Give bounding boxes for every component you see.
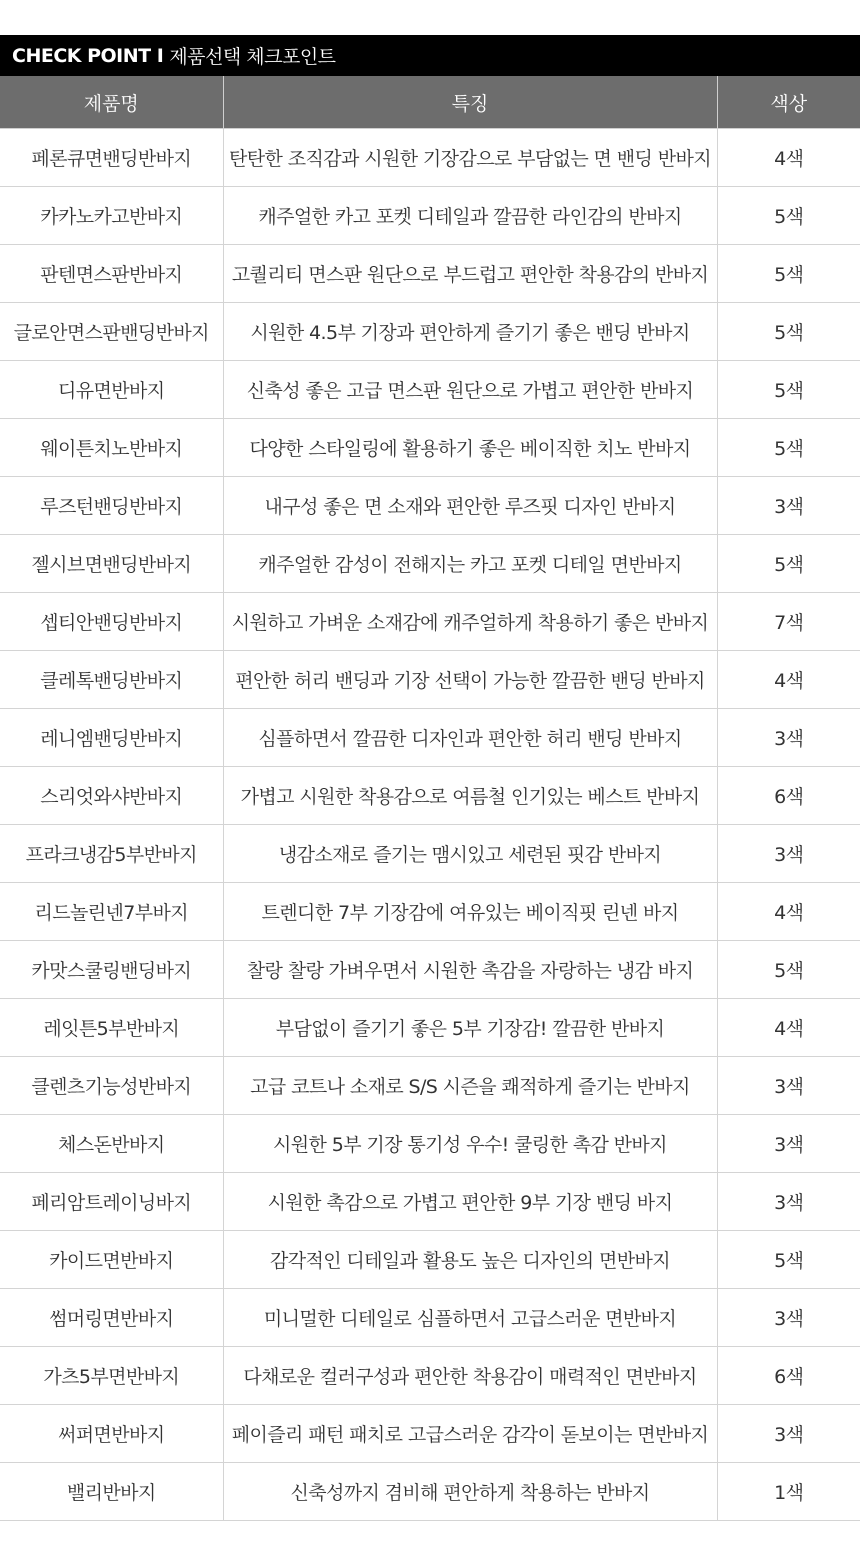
product-name-cell: 글로안면스판밴딩반바지 — [0, 303, 223, 361]
product-feature-cell: 다채로운 컬러구성과 편안한 착용감이 매력적인 면반바지 — [223, 1347, 717, 1405]
product-feature-cell: 내구성 좋은 면 소재와 편안한 루즈핏 디자인 반바지 — [223, 477, 717, 535]
product-colors-cell: 5색 — [717, 419, 860, 477]
product-feature-cell: 신축성 좋은 고급 면스판 원단으로 가볍고 편안한 반바지 — [223, 361, 717, 419]
product-colors-cell: 5색 — [717, 303, 860, 361]
product-feature-cell: 찰랑 찰랑 가벼우면서 시원한 촉감을 자랑하는 냉감 바지 — [223, 941, 717, 999]
product-colors-cell: 4색 — [717, 883, 860, 941]
table-row — [0, 941, 860, 999]
product-feature-cell: 감각적인 디테일과 활용도 높은 디자인의 면반바지 — [223, 1231, 717, 1289]
product-name-cell: 가츠5부면반바지 — [0, 1347, 223, 1405]
product-colors-cell: 5색 — [717, 361, 860, 419]
product-feature-cell: 가볍고 시원한 착용감으로 여름철 인기있는 베스트 반바지 — [223, 767, 717, 825]
product-feature-cell: 페이즐리 패턴 패치로 고급스러운 감각이 돋보이는 면반바지 — [223, 1405, 717, 1463]
product-feature-cell: 캐주얼한 감성이 전해지는 카고 포켓 디테일 면반바지 — [223, 535, 717, 593]
column-header-name: 제품명 — [0, 76, 223, 129]
product-colors-cell: 3색 — [717, 477, 860, 535]
product-colors-cell: 3색 — [717, 825, 860, 883]
product-name-cell: 스리엇와샤반바지 — [0, 767, 223, 825]
product-colors-cell: 3색 — [717, 1289, 860, 1347]
product-name-cell: 카카노카고반바지 — [0, 187, 223, 245]
product-name-cell: 웨이튼치노반바지 — [0, 419, 223, 477]
table-row — [0, 651, 860, 709]
product-colors-cell: 1색 — [717, 1463, 860, 1521]
product-name-cell: 리드놀린넨7부바지 — [0, 883, 223, 941]
table-row — [0, 129, 860, 187]
product-colors-cell: 7색 — [717, 593, 860, 651]
table-row — [0, 767, 860, 825]
product-name-cell: 클레톡밴딩반바지 — [0, 651, 223, 709]
product-colors-cell: 3색 — [717, 1405, 860, 1463]
product-colors-cell: 3색 — [717, 1057, 860, 1115]
product-feature-cell: 심플하면서 깔끔한 디자인과 편안한 허리 밴딩 반바지 — [223, 709, 717, 767]
product-name-cell: 페론큐면밴딩반바지 — [0, 129, 223, 187]
product-colors-cell: 5색 — [717, 535, 860, 593]
product-colors-cell: 3색 — [717, 1173, 860, 1231]
product-name-cell: 카맛스쿨링밴딩바지 — [0, 941, 223, 999]
table-row — [0, 303, 860, 361]
product-name-cell: 카이드면반바지 — [0, 1231, 223, 1289]
table-row — [0, 1057, 860, 1115]
table-row — [0, 419, 860, 477]
product-colors-cell: 5색 — [717, 187, 860, 245]
table-row — [0, 883, 860, 941]
product-colors-cell: 4색 — [717, 651, 860, 709]
table-row — [0, 245, 860, 303]
product-table — [0, 76, 860, 1521]
table-row — [0, 1173, 860, 1231]
product-name-cell: 체스돈반바지 — [0, 1115, 223, 1173]
product-name-cell: 밸리반바지 — [0, 1463, 223, 1521]
column-header-colors: 색상 — [717, 76, 860, 129]
product-name-cell: 프라크냉감5부반바지 — [0, 825, 223, 883]
product-feature-cell: 고퀄리티 면스판 원단으로 부드럽고 편안한 착용감의 반바지 — [223, 245, 717, 303]
table-row — [0, 1463, 860, 1521]
product-name-cell: 레니엠밴딩반바지 — [0, 709, 223, 767]
product-name-cell: 루즈턴밴딩반바지 — [0, 477, 223, 535]
table-row — [0, 1289, 860, 1347]
product-feature-cell: 시원한 촉감으로 가볍고 편안한 9부 기장 밴딩 바지 — [223, 1173, 717, 1231]
product-name-cell: 판텐면스판반바지 — [0, 245, 223, 303]
table-row — [0, 825, 860, 883]
product-name-cell: 레잇튼5부반바지 — [0, 999, 223, 1057]
table-row — [0, 709, 860, 767]
product-name-cell: 클렌츠기능성반바지 — [0, 1057, 223, 1115]
product-feature-cell: 시원하고 가벼운 소재감에 캐주얼하게 착용하기 좋은 반바지 — [223, 593, 717, 651]
section-title-en: CHECK POINT I — [12, 44, 164, 67]
product-feature-cell: 부담없이 즐기기 좋은 5부 기장감! 깔끔한 반바지 — [223, 999, 717, 1057]
product-colors-cell: 3색 — [717, 1115, 860, 1173]
table-row — [0, 1405, 860, 1463]
column-header-feature: 특징 — [223, 76, 717, 129]
product-colors-cell: 6색 — [717, 767, 860, 825]
product-colors-cell: 4색 — [717, 129, 860, 187]
product-colors-cell: 5색 — [717, 245, 860, 303]
product-feature-cell: 다양한 스타일링에 활용하기 좋은 베이직한 치노 반바지 — [223, 419, 717, 477]
section-title — [0, 35, 860, 76]
product-colors-cell: 6색 — [717, 1347, 860, 1405]
table-row — [0, 1231, 860, 1289]
product-colors-cell: 5색 — [717, 941, 860, 999]
product-feature-cell: 캐주얼한 카고 포켓 디테일과 깔끔한 라인감의 반바지 — [223, 187, 717, 245]
table-row — [0, 1347, 860, 1405]
product-feature-cell: 탄탄한 조직감과 시원한 기장감으로 부담없는 면 밴딩 반바지 — [223, 129, 717, 187]
product-colors-cell: 3색 — [717, 709, 860, 767]
product-feature-cell: 시원한 5부 기장 통기성 우수! 쿨링한 촉감 반바지 — [223, 1115, 717, 1173]
table-row — [0, 477, 860, 535]
product-name-cell: 썸머링면반바지 — [0, 1289, 223, 1347]
table-row — [0, 1115, 860, 1173]
product-feature-cell: 고급 코트나 소재로 S/S 시즌을 쾌적하게 즐기는 반바지 — [223, 1057, 717, 1115]
product-name-cell: 써퍼면반바지 — [0, 1405, 223, 1463]
product-feature-cell: 트렌디한 7부 기장감에 여유있는 베이직핏 린넨 바지 — [223, 883, 717, 941]
table-row — [0, 999, 860, 1057]
product-feature-cell: 편안한 허리 밴딩과 기장 선택이 가능한 깔끔한 밴딩 반바지 — [223, 651, 717, 709]
table-header-row — [0, 76, 860, 129]
product-feature-cell: 신축성까지 겸비해 편안하게 착용하는 반바지 — [223, 1463, 717, 1521]
product-feature-cell: 냉감소재로 즐기는 맴시있고 세련된 핏감 반바지 — [223, 825, 717, 883]
table-row — [0, 187, 860, 245]
product-colors-cell: 5색 — [717, 1231, 860, 1289]
table-row — [0, 535, 860, 593]
table-body — [0, 129, 860, 1521]
product-name-cell: 젤시브면밴딩반바지 — [0, 535, 223, 593]
product-name-cell: 디유면반바지 — [0, 361, 223, 419]
table-row — [0, 361, 860, 419]
product-colors-cell: 4색 — [717, 999, 860, 1057]
product-name-cell: 페리암트레이닝바지 — [0, 1173, 223, 1231]
section-title-ko: 제품선택 체크포인트 — [169, 46, 336, 68]
product-feature-cell: 미니멀한 디테일로 심플하면서 고급스러운 면반바지 — [223, 1289, 717, 1347]
table-row — [0, 593, 860, 651]
product-name-cell: 셉티안밴딩반바지 — [0, 593, 223, 651]
product-feature-cell: 시원한 4.5부 기장과 편안하게 즐기기 좋은 밴딩 반바지 — [223, 303, 717, 361]
